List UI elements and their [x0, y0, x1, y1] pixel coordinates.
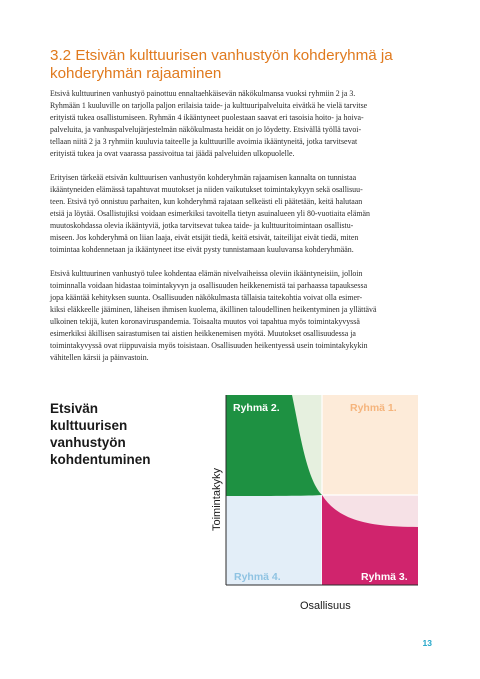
group-4-label: Ryhmä 4. — [234, 571, 281, 583]
figure-title-line: vanhustyön — [50, 435, 126, 450]
group-1-label: Ryhmä 1. — [350, 402, 397, 414]
figure-title-line: Etsivän — [50, 401, 99, 416]
paragraph-2 — [50, 172, 434, 256]
paragraph-line: toiminnalla voidaan hidastaa toimintakyvyn ja osallisuuden heikkenemistä tai parhaassa tapauksessa — [50, 281, 368, 291]
paragraph-line: tellaan niitä 2 ja 3 ryhmiin kuuluvia taiteelle ja kulttuurille avoimia ikääntyneitä, jotka tarvitsevat — [50, 137, 358, 147]
x-axis-label: Osallisuus — [300, 600, 351, 612]
paragraph-1 — [50, 88, 434, 160]
paragraph-line: ikääntyneiden elämässä tapahtuvat muutokset ja niiden vaikutukset toimintakykyyn sekä osallisuu- — [50, 185, 363, 195]
paragraph-line: Etsivä kulttuurinen vanhustyö tulee kohdentaa elämän nivelvaiheissa oleviin ikääntyneisiin, jolloin — [50, 269, 363, 278]
quadrant-diagram — [200, 385, 440, 620]
paragraph-line: palveluita, ja vanhuspalvelujärjestelmän näkökulmasta heidät on jo löydetty. Etsivällä työllä tavoi- — [50, 125, 362, 135]
paragraph-line: ulkoinen tekijä, kuten koronaviruspandemia. Toisaalta muutos voi tapahtua myös toimintakyvyssä — [50, 317, 360, 327]
section-heading-line-1: 3.2 Etsivän kulttuurisen vanhustyön kohderyhmä ja — [50, 47, 393, 64]
paragraph-line: teen. Etsivä työ onnistuu parhaiten, kun kohderyhmä rajataan selkeästi eli päätetään, keitä halutaan — [50, 197, 363, 207]
paragraph-line: muutoskohdassa olevia ikääntyviä, jotka tarvitsevat tukea taide- ja kulttuuritoimintaan osallistu- — [50, 221, 354, 231]
paragraph-line: erityistä tukea osallistumiseen. Ryhmän 4 ikääntyneet puolestaan saavat eri tasoisia hoito- ja hoiva- — [50, 113, 364, 123]
paragraph-line: esimerkiksi äkillisen sairastumisen tai aistien heikkenemisen myötä. Muutokset osallisuudessa ja — [50, 329, 356, 339]
section-heading-line-2: kohderyhmän rajaaminen — [50, 65, 222, 82]
paragraph-line: etsiä ja löytää. Osallistujiksi voidaan esimerkiksi tavoitella tietyn asuinalueen yli 80-vuotiaita elämän — [50, 209, 370, 219]
paragraph-line: Ryhmään 1 kuuluville on tarjolla paljon erilaisia taide- ja kulttuuripalveluita eivätkä he vielä tarvitse — [50, 101, 368, 111]
paragraph-line: jopa kääntää kehityksen suunta. Osallisuuden näkökulmasta tällaisia taitekohtia voivat olla esimer- — [50, 293, 363, 303]
figure-title-line: kohdentuminen — [50, 452, 151, 467]
paragraph-line: vähitellen kärsii ja päinvastoin. — [50, 353, 149, 363]
paragraph-line: toimintaa kohdennetaan ja ikääntyneet itse eivät pysty tunnistamaan kuuluvansa kohderyhmään. — [50, 245, 354, 255]
paragraph-line: erityistä tukea ja ovat vaarassa passivoitua tai jäädä palveluiden ulkopuolelle. — [50, 149, 295, 159]
paragraph-line: kiksi eläkkeelle jääminen, läheisen ihmisen kuolema, äkillinen taloudellinen heikentyminen ja yllättävä — [50, 305, 377, 315]
figure-title-line: kulttuurisen — [50, 418, 128, 433]
page-number: 13 — [422, 638, 432, 648]
group-2-label: Ryhmä 2. — [233, 402, 280, 414]
y-axis-label: Toimintakyky — [211, 468, 223, 531]
paragraph-line: toimintakyvyssä ovat riippuvaisia myös toisistaan. Osallisuuden heikentyessä usein toimintakykykin — [50, 341, 368, 351]
group-3-label: Ryhmä 3. — [361, 571, 408, 583]
paragraph-line: miseen. Jos kohderyhmä on liian laaja, eivät etsijät tiedä, keitä etsivät, taiteilijat eivät tiedä, miten — [50, 233, 359, 243]
paragraph-3 — [50, 268, 434, 364]
paragraph-line: Erityisen tärkeää etsivän kulttuurisen vanhustyön kohderyhmän rajaamisen kannalta on tunnistaa — [50, 173, 357, 182]
paragraph-line: Etsivä kulttuurinen vanhustyö painottuu ennaltaehkäisevän näkökulmansa vuoksi ryhmiin 2 ja 3. — [50, 89, 356, 98]
section-heading — [50, 47, 440, 83]
figure-title — [50, 400, 200, 468]
